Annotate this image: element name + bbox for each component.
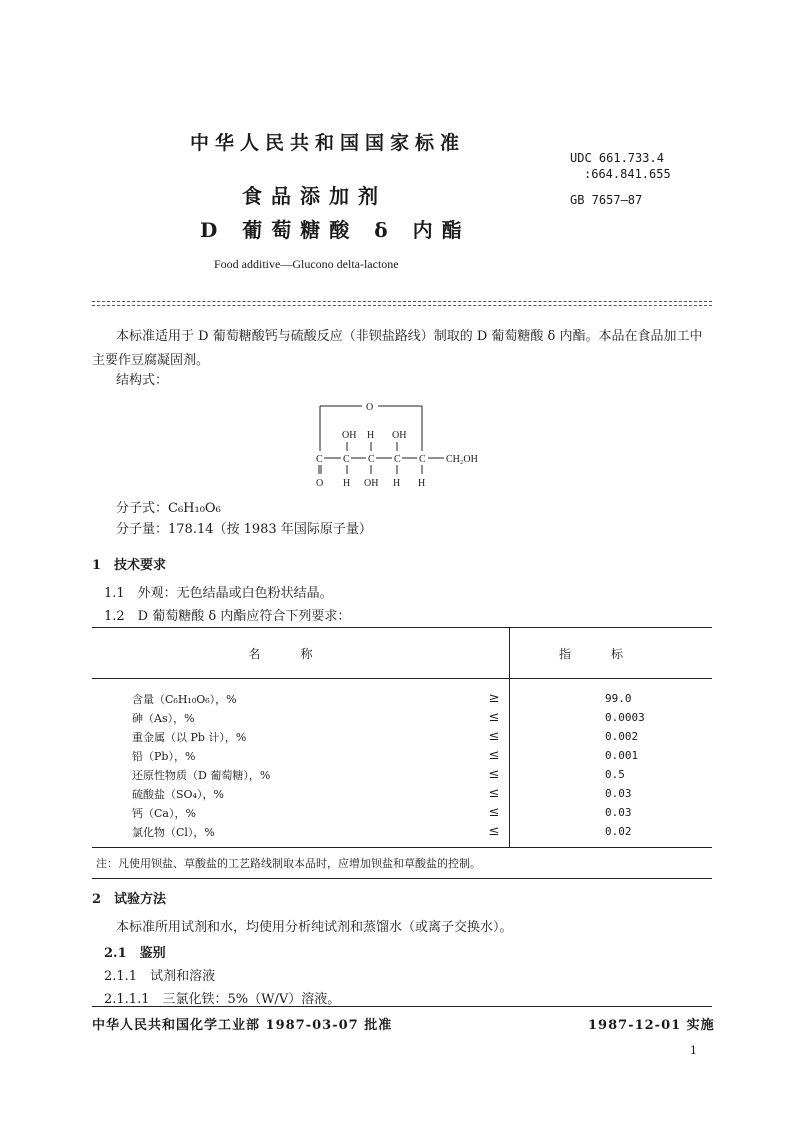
table-row: [92, 746, 712, 765]
standard-name: 中华人民共和国国家标准: [190, 132, 466, 154]
item-2-1-1-1: 2.1.1.1 三氯化铁：5%（W/V）溶液。: [104, 992, 341, 1007]
udc-code: [570, 150, 671, 182]
section-2-title: 2 试验方法: [92, 892, 167, 907]
table-note: 注：凡使用钡盐、草酸盐的工艺路线制取本品时，应增加钡盐和草酸盐的控制。: [92, 848, 712, 879]
title-line-2: D 葡萄糖酸 δ 内酯: [200, 218, 471, 242]
item-value: 99.0: [510, 679, 713, 709]
table-row: [92, 727, 712, 746]
item-1-2: 1.2 D 葡萄糖酸 δ 内酯应符合下列要求：: [104, 609, 351, 624]
item-value: 0.5: [510, 765, 713, 784]
table-row: [92, 708, 712, 727]
section-1-title: 1 技术要求: [92, 558, 167, 573]
item-operator: ≤: [488, 729, 500, 744]
section-2-paragraph: 本标准所用试剂和水，均使用分析纯试剂和蒸馏水（或离子交换水）。: [116, 920, 513, 935]
item-name: 硫酸盐（SO₄），%: [132, 787, 224, 801]
ch2oh-group: CH₂OH: [446, 454, 478, 465]
item-operator: ≥: [488, 691, 500, 706]
item-value: 0.03: [510, 803, 713, 822]
table-row: [92, 784, 712, 803]
molecular-weight: 分子量：178.14（按 1983 年国际原子量）: [116, 522, 372, 537]
carbon-1: C: [316, 454, 323, 465]
item-name: 含量（C₆H₁₀O₆），%: [132, 692, 237, 706]
carbon-3: C: [368, 454, 375, 465]
footer-divider: [92, 1006, 712, 1007]
item-value: 0.02: [510, 822, 713, 848]
top-h: H: [367, 430, 375, 441]
item-operator: ≤: [488, 710, 500, 725]
item-name: 氯化物（Cl），%: [132, 825, 215, 839]
item-name: 还原性物质（D 葡萄糖），%: [132, 768, 271, 782]
item-1-1: 1.1 外观：无色结晶或白色粉状结晶。: [104, 586, 333, 601]
table-row: [92, 679, 712, 709]
approval-line: 中华人民共和国化学工业部 1987-03-07 批准: [92, 1018, 393, 1033]
udc-line-1: UDC 661.733.4: [570, 151, 664, 165]
bottom-h-1: H: [343, 478, 351, 489]
udc-line-2: :664.841.655: [584, 167, 671, 181]
item-name: 重金属（以 Pb 计），%: [132, 730, 247, 744]
carbonyl-oxygen: O: [316, 478, 324, 489]
page-number: 1: [690, 1044, 697, 1057]
structure-label: 结构式：: [116, 373, 169, 388]
english-title: Food additive—Glucono delta-lactone: [214, 257, 399, 271]
top-oh-2: OH: [392, 430, 407, 441]
carbon-2: C: [343, 454, 350, 465]
item-value: 0.001: [510, 746, 713, 765]
header-divider-2: [92, 305, 712, 306]
item-value: 0.002: [510, 727, 713, 746]
carbon-4: C: [394, 454, 401, 465]
table-row: [92, 822, 712, 848]
column-header-name: 名称: [92, 628, 510, 679]
table-note-row: [92, 848, 712, 879]
spec-table: [92, 627, 712, 879]
item-operator: ≤: [488, 748, 500, 763]
table-row: [92, 803, 712, 822]
item-value: 0.0003: [510, 708, 713, 727]
intro-paragraph: 本标准适用于 D 葡萄糖酸钙与硫酸反应（非钡盐路线）制取的 D 葡萄糖酸 δ 内酯。本品在食品加工中主要作豆腐凝固剂。: [92, 329, 703, 368]
top-oh-1: OH: [342, 430, 357, 441]
item-operator: ≤: [488, 786, 500, 801]
item-name: 钙（Ca），%: [132, 806, 196, 820]
item-operator: ≤: [488, 767, 500, 782]
title-line-1: 食品添加剂: [242, 184, 387, 208]
bottom-h-3: H: [418, 478, 426, 489]
effective-date: 1987-12-01 实施: [588, 1018, 715, 1033]
bottom-oh: OH: [364, 478, 379, 489]
item-name: 砷（As），%: [132, 711, 195, 725]
item-operator: ≤: [488, 824, 500, 839]
gb-code: GB 7657—87: [570, 193, 643, 207]
column-header-value: 指标: [510, 628, 713, 679]
item-operator: ≤: [488, 805, 500, 820]
table-row: [92, 765, 712, 784]
table-header-row: [92, 628, 712, 679]
item-2-1: 2.1 鉴别: [104, 946, 166, 961]
header-divider-1: [92, 301, 712, 302]
item-value: 0.03: [510, 784, 713, 803]
item-name: 铅（Pb），%: [132, 749, 196, 763]
carbon-5: C: [419, 454, 426, 465]
ring-oxygen: O: [366, 402, 374, 413]
bottom-h-2: H: [393, 478, 401, 489]
item-2-1-1: 2.1.1 试剂和溶液: [104, 969, 216, 984]
structural-formula: [300, 396, 500, 491]
molecular-formula: 分子式：C₆H₁₀O₆: [116, 501, 221, 516]
